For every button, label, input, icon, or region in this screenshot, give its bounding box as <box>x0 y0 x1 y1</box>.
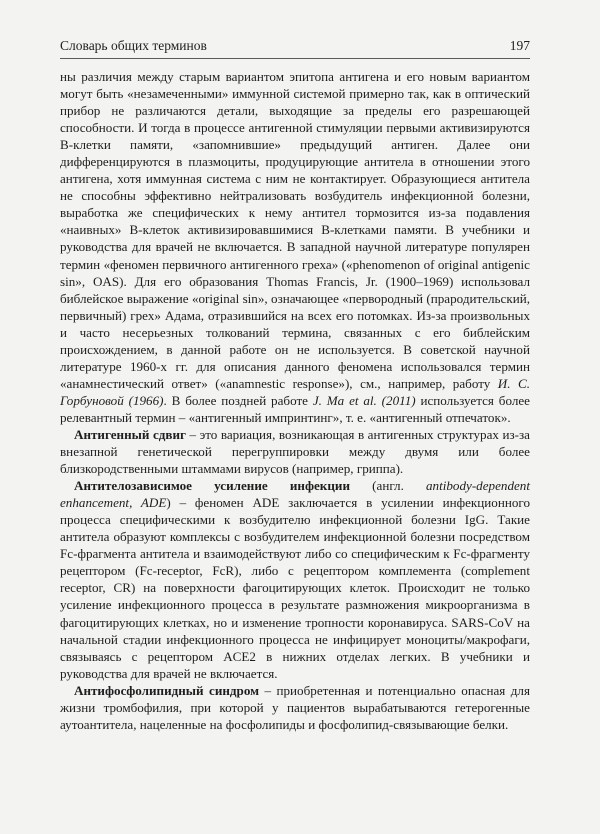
running-header-title: Словарь общих терминов <box>60 38 207 53</box>
paragraph-text: используется более релевантный термин – «антигенный импринтинг», т. е. «антигенный отпечаток». <box>60 392 530 425</box>
paragraph-original-antigenic-sin <box>60 68 530 426</box>
entry-term: Антифосфолипидный синдром <box>74 682 260 698</box>
page-number: 197 <box>509 38 530 53</box>
entry-definition: (англ. <box>350 478 426 494</box>
running-header <box>60 36 530 59</box>
entry-definition: ) – феномен ADE заключается в усилении инфекционного процесса специфическими к возбудителю инфекционной болезни IgG. Такие антитела образуют комплексы с возбудителем инфекционной болезни посредством Fc-фрагмента антитела и взаимодействуют либо со специфическим к Fc-фрагменту рецептором (Fc-receptor, FcR), либо с рецептором комплемента (complement receptor, CR) на поверхности фагоцитирующих клеток. Происходит не только усиление инфекционного процесса в результате размножения микроорганизма в фагоцитирующих клетках, но и изменение тропности коронавируса. SARS-CoV на начальной стадии инфекционного процесса не инфицирует моноциты/макрофаги, связываясь с рецептором ACE2 в нижних отделах легких. В учебники и руководства для врачей не включается. <box>60 495 531 681</box>
entry-antigenic-shift <box>60 426 530 477</box>
citation-ma-et-al: J. Ma et al. (2011) <box>312 392 416 408</box>
entry-definition: – приобретенная и потенциально опасная для жизни тромбофилия, при которой у пациентов вырабатываются гетерогенные аутоантитела, нацеленные на фосфолипиды и фосфолипид-связывающие белки. <box>60 682 530 732</box>
entry-term: Антителозависимое усиление инфекции <box>74 478 350 494</box>
entry-definition: – это вариация, возникающая в антигенных структурах из-за внезапной генетической перегруппировки между двумя или более близкородственными штаммами вирусов (например, гриппа). <box>60 426 530 477</box>
entry-term: Антигенный сдвиг <box>74 426 186 442</box>
page-body <box>60 68 530 733</box>
citation-gorbunova: И. С. Горбуновой (1966) <box>60 375 530 408</box>
paragraph-text: ны различия между старым вариантом эпитопа антигена и его новым вариантом могут быть «незамеченными» иммунной системой примерно так, как в оптический прибор не различаются детали, выходящие за пределы его разрешающей способности. И тогда в процессе антигенной стимуляции первыми активизируются В-клетки памяти, «запомнившие» предыдущий антиген. Далее они дифференцируются в плазмоциты, продуцирующие антитела в отношении этого антигена, хотя иммунная система с ним не контактирует. Образующиеся антитела не способны эффективно нейтрализовать возбудитель инфекционной болезни, выработка же специфических к нему антител тормозится из-за подавления «наивных» В-клеток активизировавшимися В-клетками памяти. В учебники и руководства для врачей не включается. В западной научной литературе популярен термин «феномен первичного антигенного греха» («phenomenon of original antigenic sin», OAS). Для его образования Thomas Francis, Jr. (1900–1969) использовал библейское выражение «original sin», означающее «первородный (прародительский, первичный) грех» Адама, отразившийся на всех его потомках. Из-за произвольных и часто несерьезных толкований термина, связанных с его библейским происхождением, в данной работе он не используется. В советской научной литературе 1960-х гг. для описания данного феномена использовался термин «анамнестический ответ» («anamnestic response»), см., например, работу <box>60 69 530 391</box>
entry-ade <box>60 477 530 682</box>
paragraph-text: . В более поздней работе <box>163 392 313 408</box>
entry-english-term: antibody-dependent enhancement, ADE <box>60 478 530 511</box>
entry-antiphospholipid-syndrome <box>60 682 530 733</box>
